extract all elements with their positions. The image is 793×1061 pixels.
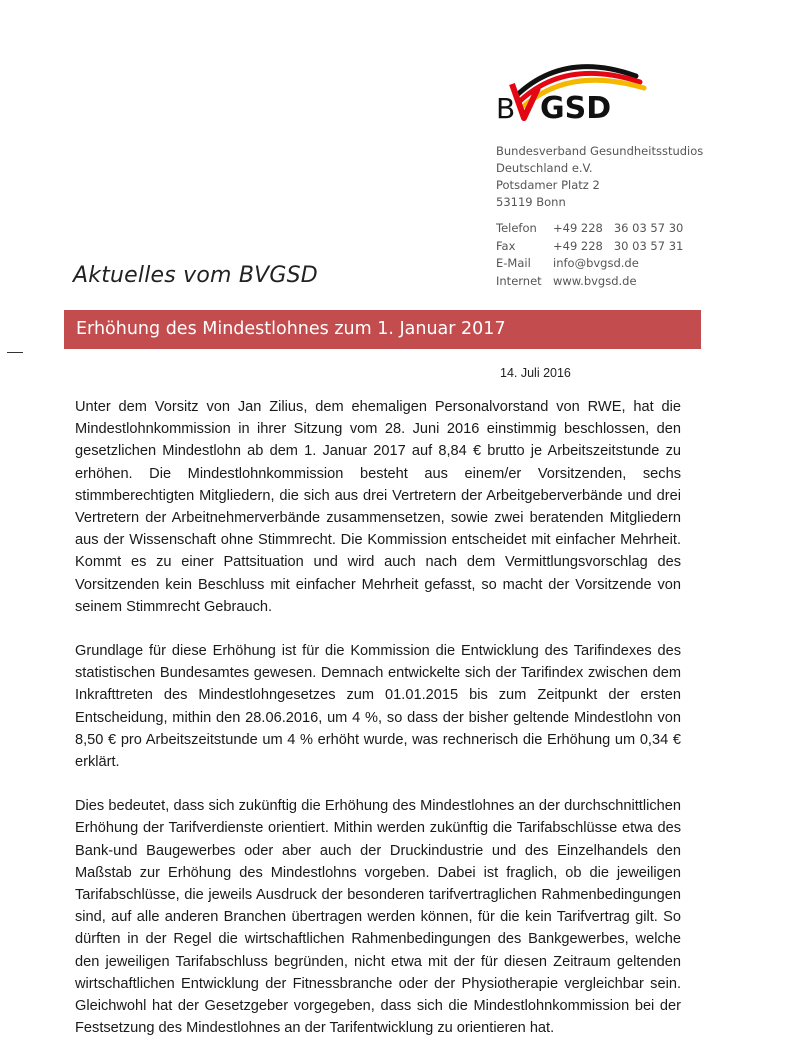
contact-website (496, 273, 683, 291)
org-street: Potsdamer Platz 2 (496, 178, 600, 192)
margin-mark (7, 352, 23, 353)
contact-fax-value: +49 228 30 03 57 31 (553, 238, 684, 253)
contact-fax-label: Fax (496, 238, 516, 253)
contact-phone (496, 220, 683, 238)
contact-website-label: Internet (496, 273, 542, 288)
contact-email-label: E-Mail (496, 256, 531, 270)
article-date: 14. Juli 2016 (500, 366, 571, 380)
article-title: Erhöhung des Mindestlohnes zum 1. Januar 2017 (76, 319, 506, 339)
contact-phone-label: Telefon (496, 221, 537, 235)
logo-letters-gsd: GSD (540, 91, 612, 126)
org-city: 53119 Bonn (496, 195, 566, 209)
paragraph-2: Grundlage für diese Erhöhung ist für die Kommission die Entwicklung des Tarifindexes des statistischen Bundesamtes gewesen. Demnach entwickelte sich der Tarifindex zwischen dem Inkrafttreten des Mindestlohngesetzes zum 01.01.2015 bis zum Zeitpunkt der ersten Entscheidung, mithin den 28.06.2016, um 4 %, so dass der bisher geltende Mindestlohn von 8,50 € pro Arbeitszeitstunde um 4 % erhöht wurde, was rechnerisch die Erhöhung um 0,34 € erklärt. (75, 643, 681, 771)
org-name-line-1: Bundesverband Gesundheitsstudios (496, 144, 704, 158)
page-heading: Aktuelles vom BVGSD (73, 263, 318, 288)
organization-address (496, 143, 703, 211)
article-body (75, 396, 681, 1061)
contact-email-value[interactable]: info@bvgsd.de (553, 256, 639, 270)
contact-email (496, 255, 683, 273)
contact-website-value[interactable]: www.bvgsd.de (553, 273, 637, 288)
contact-fax (496, 238, 683, 256)
logo-letter-b: B (496, 92, 516, 125)
paragraph-3: Dies bedeutet, dass sich zukünftig die Erhöhung des Mindestlohnes an der durchschnittlichen Erhöhung der Tarifverdienste orientiert. Mithin werden zukünftig die Tarifabschlüsse etwa des Bank-und Baugewerbes oder aber auch der Druckindustrie und des Einzelhandels den Maßstab zur Erhöhung des Mindestlohns vorgeben. Dabei ist fraglich, ob die jeweiligen Tarifabschlüsse, die jeweils Ausdruck der besonderen tarifvertraglichen Rahmenbedingungen sind, auf alle anderen Branchen übertragen werden können, für die kein Tarifvertrag gilt. So dürften in der Regel die wirtschaftlichen Rahmenbedingungen des Bankgewerbes, welche den jeweiligen Tarifabschluss begründen, nicht etwa mit der für diesen Zeitraum geltenden wirtschaftlichen Entwicklung der Fitnessbranche oder der Physiotherapie vergleichbar sein. Gleichwohl hat der Gesetzgeber vorgegeben, dass sich die Mindestlohnkommission bei der Festsetzung des Mindestlohnes an der Tarifentwicklung zu orientieren hat. (75, 798, 681, 1037)
org-name-line-2: Deutschland e.V. (496, 161, 593, 175)
paragraph-1: Unter dem Vorsitz von Jan Zilius, dem ehemaligen Personalvorstand von RWE, hat die Mindestlohnkommission in ihrer Sitzung vom 28. Juni 2016 einstimmig beschlossen, den gesetzlichen Mindestlohn ab dem 1. Januar 2017 auf 8,84 € brutto je Arbeitszeitstunde zu erhöhen. Die Mindestlohnkommission besteht aus einem/er Vorsitzenden, sechs stimmberechtigten Mitgliedern, die sich aus drei Vertretern der Arbeitgeberverbände und drei Vertretern der Arbeitnehmerverbände zusammensetzen, sowie zwei beratenden Mitgliedern aus der Wissenschaft ohne Stimmrecht. Die Kommission entscheidet mit einfacher Mehrheit. Kommt es zu einer Pattsituation und wird auch nach dem Vermittlungsvorschlag des Vorsitzenden kein Beschluss mit einfacher Mehrheit gefasst, so macht der Vorsitzende von seinem Stimmrecht Gebrauch. (75, 399, 681, 615)
contact-phone-value: +49 228 36 03 57 30 (553, 221, 684, 235)
bvgsd-logo (494, 52, 654, 128)
contact-block (496, 220, 683, 290)
article-title-banner (64, 310, 701, 349)
